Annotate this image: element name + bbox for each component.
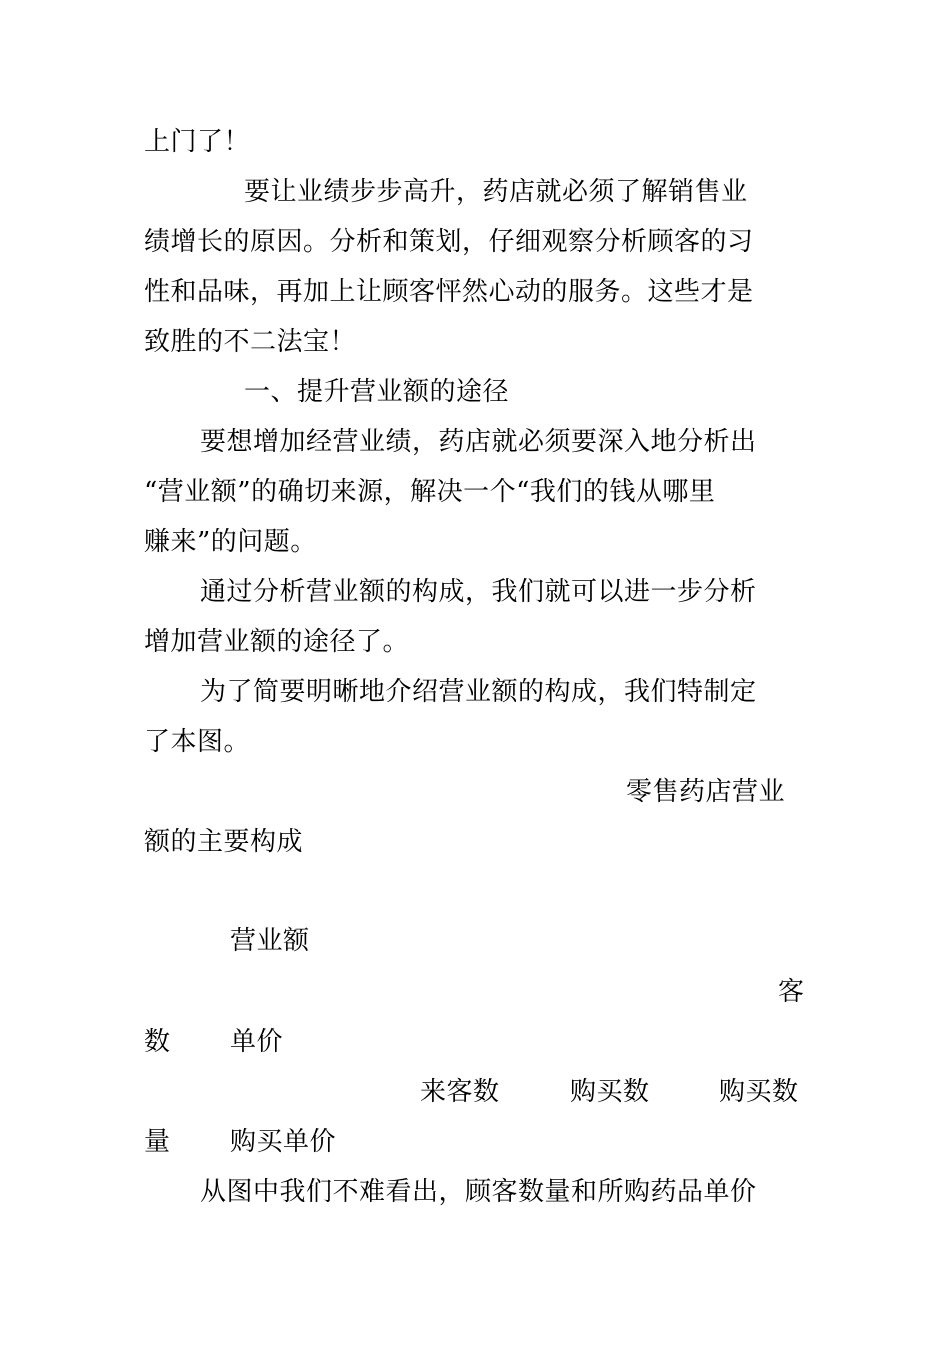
figure-node-unit-price: 单价 <box>230 1027 284 1057</box>
text-line: 性和品味，再加上让顾客怦然心动的服务。这些才是 <box>144 277 754 307</box>
figure-node-quantity: 量 <box>144 1127 171 1157</box>
section-heading: 一、提升营业额的途径 <box>244 377 510 407</box>
text-line: 从图中我们不难看出，顾客数量和所购药品单价 <box>200 1177 757 1207</box>
text-line: “营业额”的确切来源，解决一个“我们的钱从哪里 <box>144 477 716 507</box>
figure-node-quantity: 购买数 <box>719 1077 799 1107</box>
text-line: 致胜的不二法宝！ <box>144 327 357 357</box>
figure-node-buyers: 购买数 <box>570 1077 650 1107</box>
text-line: 上门了！ <box>144 127 251 157</box>
text-line: 通过分析营业额的构成，我们就可以进一步分析 <box>200 577 757 607</box>
text-line: 增加营业额的途径了。 <box>144 627 410 657</box>
text-line: 为了简要明晰地介绍营业额的构成，我们特制定 <box>200 677 757 707</box>
figure-node-visitors: 来客数 <box>420 1077 500 1107</box>
text-line: 要想增加经营业绩，药店就必须要深入地分析出 <box>200 427 757 457</box>
text-line: 绩增长的原因。分析和策划，仔细观察分析顾客的习 <box>144 227 754 257</box>
figure-node-root: 营业额 <box>230 926 310 956</box>
figure-node-customers: 数 <box>144 1027 171 1057</box>
text-line: 要让业绩步步高升，药店就必须了解销售业 <box>244 177 748 207</box>
figure-node-customers: 客 <box>778 977 805 1007</box>
text-line: 赚来”的问题。 <box>144 527 317 557</box>
figure-title: 零售药店营业 <box>626 777 786 807</box>
figure-title: 额的主要构成 <box>144 827 304 857</box>
figure-node-purchase-price: 购买单价 <box>230 1127 337 1157</box>
text-line: 了本图。 <box>144 727 251 757</box>
